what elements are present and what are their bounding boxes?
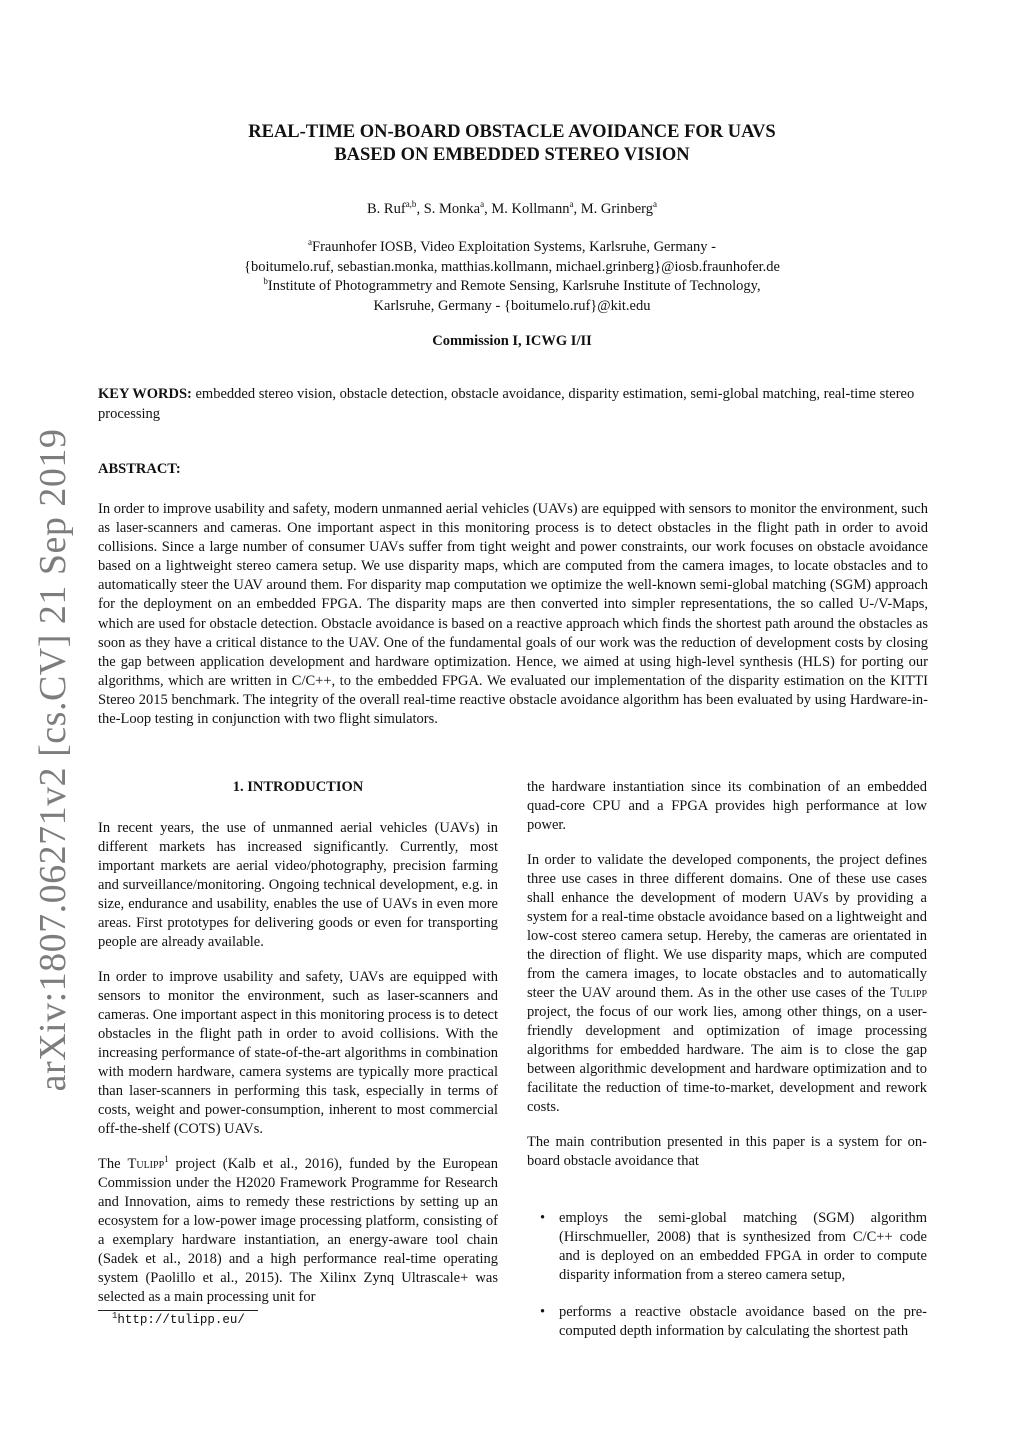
contribution-list [527, 1209, 927, 1341]
abstract-heading: ABSTRACT: [98, 461, 181, 477]
footnote: $^1$http://tulipp.eu/ [112, 1310, 245, 1327]
section-heading-introduction: 1. INTRODUCTION [232, 779, 364, 795]
intro-paragraph-3: The Tulipp$^1$ project (Kalb et al., 2016), funded by the European Commission under the H2020 Framework Programme for Research and Innovation, aims to remedy these restrictions by setting up an ecosystem for a low-power image processing platform, consisting of a exemplary hardware instantiation, an energy-aware tool chain (Sadek et al., 2018) and a high performance real-time operating system (Paolillo et al., 2015). The Xilinx Zynq Ultrascale+ was selected as a main processing unit for [98, 1154, 498, 1305]
intro-paragraph-2: In order to improve usability and safety, UAVs are equipped with sensors to monitor the environment, such as laser-scanners and cameras. One important aspect in this monitoring process is to detect obstacles in the flight path in order to avoid collisions. With the increasing performance of state-of-the-art algorithms in combination with modern hardware, camera systems are typically more practical than laser-scanners in performing this task, especially in terms of costs, weight and power-consumption, inherent to most commercial off-the-shelf (COTS) UAVs. [98, 969, 498, 1137]
footnote-link[interactable]: http://tulipp.eu/ [117, 1313, 245, 1327]
keywords-label: KEY WORDS: [98, 386, 192, 402]
list-item: • employs the semi-global matching (SGM) algorithm (Hirschmueller, 2008) that is synthesized from C/C++ code and is deployed on an embedded FPGA in order to compute disparity information from a stereo camera setup, [527, 1209, 927, 1285]
list-item: • performs a reactive obstacle avoidance based on the pre-computed depth information by calculating the shortest path [527, 1303, 927, 1341]
footnote-divider [98, 1310, 258, 1311]
commission: Commission I, ICWG I/II [432, 333, 592, 349]
author-list [98, 199, 926, 219]
paper-title [98, 121, 926, 167]
intro-paragraph-5: In order to validate the developed components, the project defines three use cases in three different domains. One of these use cases shall enhance the development of modern UAVs by providing a system for a real-time obstacle avoidance based on a lightweight and low-cost stereo camera setup. Hereby, the cameras are orientated in the direction of flight. We use disparity maps, which are computed from the camera images, to locate obstacles and to automatically steer the UAV around them. As in the other use cases of the Tulipp project, the focus of our work lies, among other things, on a user-friendly development and optimization of image processing algorithms for embedded hardware. The aim is to close the gap between algorithmic development and hardware optimization and to facilitate the reduction of time-to-market, development and rework costs. [527, 852, 927, 1115]
arxiv-side-stamp [18, 428, 88, 1092]
affiliations [98, 238, 926, 316]
right-column [527, 778, 927, 1359]
intro-paragraph-6: The main contribution presented in this paper is a system for on-board obstacle avoidance that [527, 1134, 927, 1169]
keywords [98, 385, 928, 424]
affiliation-b-line-1: $^b$Institute of Photogrammetry and Remote Sensing, Karlsruhe Institute of Technology, [263, 276, 761, 294]
affiliation-a-line-1: $^a$Fraunhofer IOSB, Video Exploitation Systems, Karlsruhe, Germany - [308, 237, 716, 255]
footnote-marker: 1 [164, 1154, 169, 1165]
intro-paragraph-1: In recent years, the use of unmanned aerial vehicles (UAVs) in different markets has increased significantly. Currently, most important markets are aerial video/photography, precision farming and surveillance/monitoring. Ongoing technical development, e.g. in size, endurance and usability, enables the use of UAVs in even more areas. First prototypes for delivering goods or even for transporting people are already available. [98, 820, 498, 950]
author: B. Ruf$^{a,b}$, [367, 199, 424, 217]
arxiv-identifier[interactable]: arXiv:1807.06271v2 [cs.CV] 21 Sep 2019 [32, 428, 74, 1092]
affiliation-a-line-2: {boitumelo.ruf, sebastian.monka, matthias.kollmann, michael.grinberg}@iosb.fraunhofer.de [244, 258, 780, 275]
title-line-1: REAL-TIME ON-BOARD OBSTACLE AVOIDANCE FOR UAVS [248, 122, 776, 142]
abstract-body: In order to improve usability and safety, modern unmanned aerial vehicles (UAVs) are equipped with sensors to monitor the environment, such as laser-scanners and cameras. One important aspect in this monitoring process is to detect obstacles in the flight path in order to avoid collisions. Since a large number of consumer UAVs suffer from tight weight and power constraints, our work focuses on obstacle avoidance based on a lightweight stereo camera setup. We use disparity maps, which are computed from the camera images, to locate obstacles and to automatically steer the UAV around them. For disparity map computation we optimize the well-known semi-global matching (SGM) approach for the deployment on an embedded FPGA. The disparity maps are then converted into simpler representations, the so called U-/V-Maps, which are used for obstacle detection. Obstacle avoidance is based on a reactive approach which finds the shortest path around the obstacles as soon as they have a critical distance to the UAV. One of the fundamental goals of our work was the reduction of development costs by closing the gap between application development and hardware optimization. Hence, we aimed at using high-level synthesis (HLS) for porting our algorithms, which are written in C/C++, to the embedded FPGA. We evaluated our implementation of the disparity estimation on the KITTI Stereo 2015 benchmark. The integrity of the overall real-time reactive obstacle avoidance algorithm has been evaluated by using Hardware-in-the-Loop testing in conjunction with two flight simulators. [98, 501, 928, 728]
keywords-text: embedded stereo vision, obstacle detection, obstacle avoidance, disparity estimation, semi-global matching, real-time stereo processing [98, 386, 915, 422]
affiliation-b-line-2: Karlsruhe, Germany - {boitumelo.ruf}@kit.edu [373, 297, 651, 314]
intro-paragraph-4: the hardware instantiation since its combination of an embedded quad-core CPU and a FPGA provides high performance at low power. [527, 779, 927, 833]
project-name: Tulipp [890, 985, 927, 1001]
author: M. Grinberg$^a$ [580, 199, 657, 217]
author: S. Monka$^a$, [423, 199, 492, 217]
left-column [98, 778, 498, 1323]
project-name: Tulipp [127, 1156, 165, 1172]
title-line-2: BASED ON EMBEDDED STEREO VISION [334, 145, 690, 165]
author: M. Kollmann$^a$, [491, 199, 581, 217]
